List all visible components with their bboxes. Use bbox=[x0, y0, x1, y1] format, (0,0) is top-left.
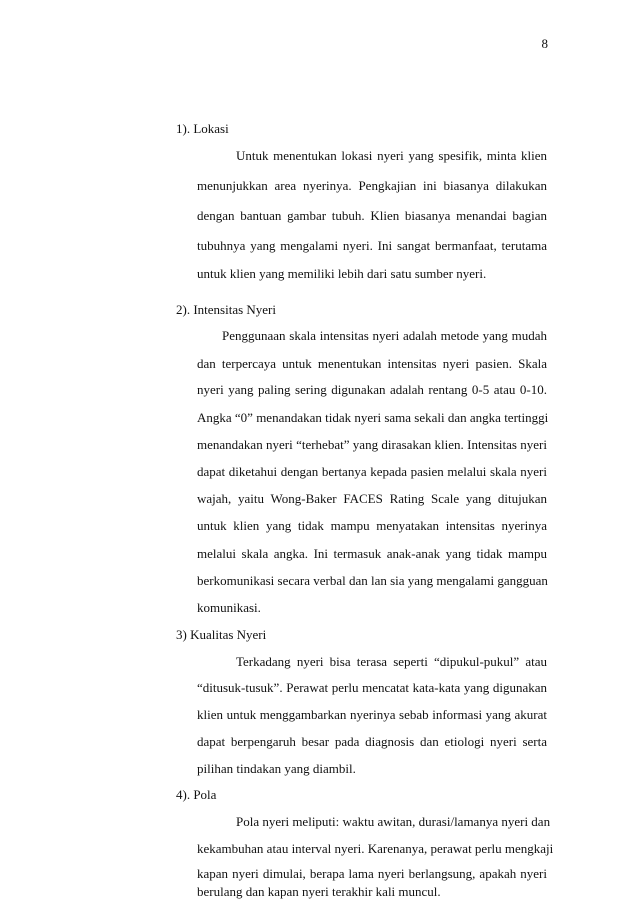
heading-kualitas-nyeri: 3) Kualitas Nyeri bbox=[176, 627, 267, 642]
paragraph-line: berkomunikasi secara verbal dan lan sia yang mengalami gangguan bbox=[197, 573, 548, 588]
paragraph-line: wajah, yaitu Wong-Baker FACES Rating Scale yang ditujukan bbox=[197, 491, 547, 506]
paragraph-line: Terkadang nyeri bisa terasa seperti “dipukul-pukul” atau bbox=[236, 654, 547, 669]
paragraph-line: melalui skala angka. Ini termasuk anak-anak yang tidak mampu bbox=[197, 546, 547, 561]
paragraph-line: Untuk menentukan lokasi nyeri yang spesifik, minta klien bbox=[236, 148, 547, 163]
paragraph-line: dengan bantuan gambar tubuh. Klien biasanya menandai bagian bbox=[197, 208, 547, 223]
paragraph-line: Pola nyeri meliputi: waktu awitan, durasi/lamanya nyeri dan bbox=[236, 814, 551, 829]
paragraph-line: nyeri yang paling sering digunakan adalah rentang 0-5 atau 0-10. bbox=[197, 382, 547, 397]
paragraph-line: berulang dan kapan nyeri terakhir kali muncul. bbox=[197, 884, 441, 899]
paragraph-line: klien untuk menggambarkan nyerinya sebab informasi yang akurat bbox=[197, 707, 547, 722]
paragraph-line: dapat diketahui dengan bertanya kepada pasien melalui skala nyeri bbox=[197, 464, 547, 479]
heading-lokasi: 1). Lokasi bbox=[176, 121, 229, 136]
paragraph-line: komunikasi. bbox=[197, 600, 261, 615]
paragraph-line: menunjukkan area nyerinya. Pengkajian ini biasanya dilakukan bbox=[197, 178, 547, 193]
page-number: 8 bbox=[541, 36, 548, 51]
paragraph-line: “ditusuk-tusuk”. Perawat perlu mencatat kata-kata yang digunakan bbox=[197, 680, 547, 695]
paragraph-line: kapan nyeri dimulai, berapa lama nyeri berlangsung, apakah nyeri bbox=[197, 866, 547, 881]
paragraph-line: menandakan nyeri “terhebat” yang dirasakan klien. Intensitas nyeri bbox=[197, 437, 547, 452]
paragraph-line: pilihan tindakan yang diambil. bbox=[197, 761, 356, 776]
paragraph-line: tubuhnya yang mengalami nyeri. Ini sangat bermanfaat, terutama bbox=[197, 238, 547, 253]
paragraph-line: Penggunaan skala intensitas nyeri adalah metode yang mudah bbox=[222, 328, 547, 343]
heading-intensitas-nyeri: 2). Intensitas Nyeri bbox=[176, 302, 277, 317]
paragraph-line: dapat berpengaruh besar pada diagnosis dan etiologi nyeri serta bbox=[197, 734, 547, 749]
heading-pola: 4). Pola bbox=[176, 787, 217, 802]
paragraph-line: dan terpercaya untuk menentukan intensitas nyeri pasien. Skala bbox=[197, 356, 547, 371]
paragraph-line: kekambuhan atau interval nyeri. Karenanya, perawat perlu mengkaji bbox=[197, 841, 554, 856]
paragraph-line: Angka “0” menandakan tidak nyeri sama sekali dan angka tertinggi bbox=[197, 410, 549, 425]
paragraph-line: untuk klien yang memiliki lebih dari satu sumber nyeri. bbox=[197, 266, 487, 281]
paragraph-line: untuk klien yang tidak mampu menyatakan intensitas nyerinya bbox=[197, 518, 547, 533]
